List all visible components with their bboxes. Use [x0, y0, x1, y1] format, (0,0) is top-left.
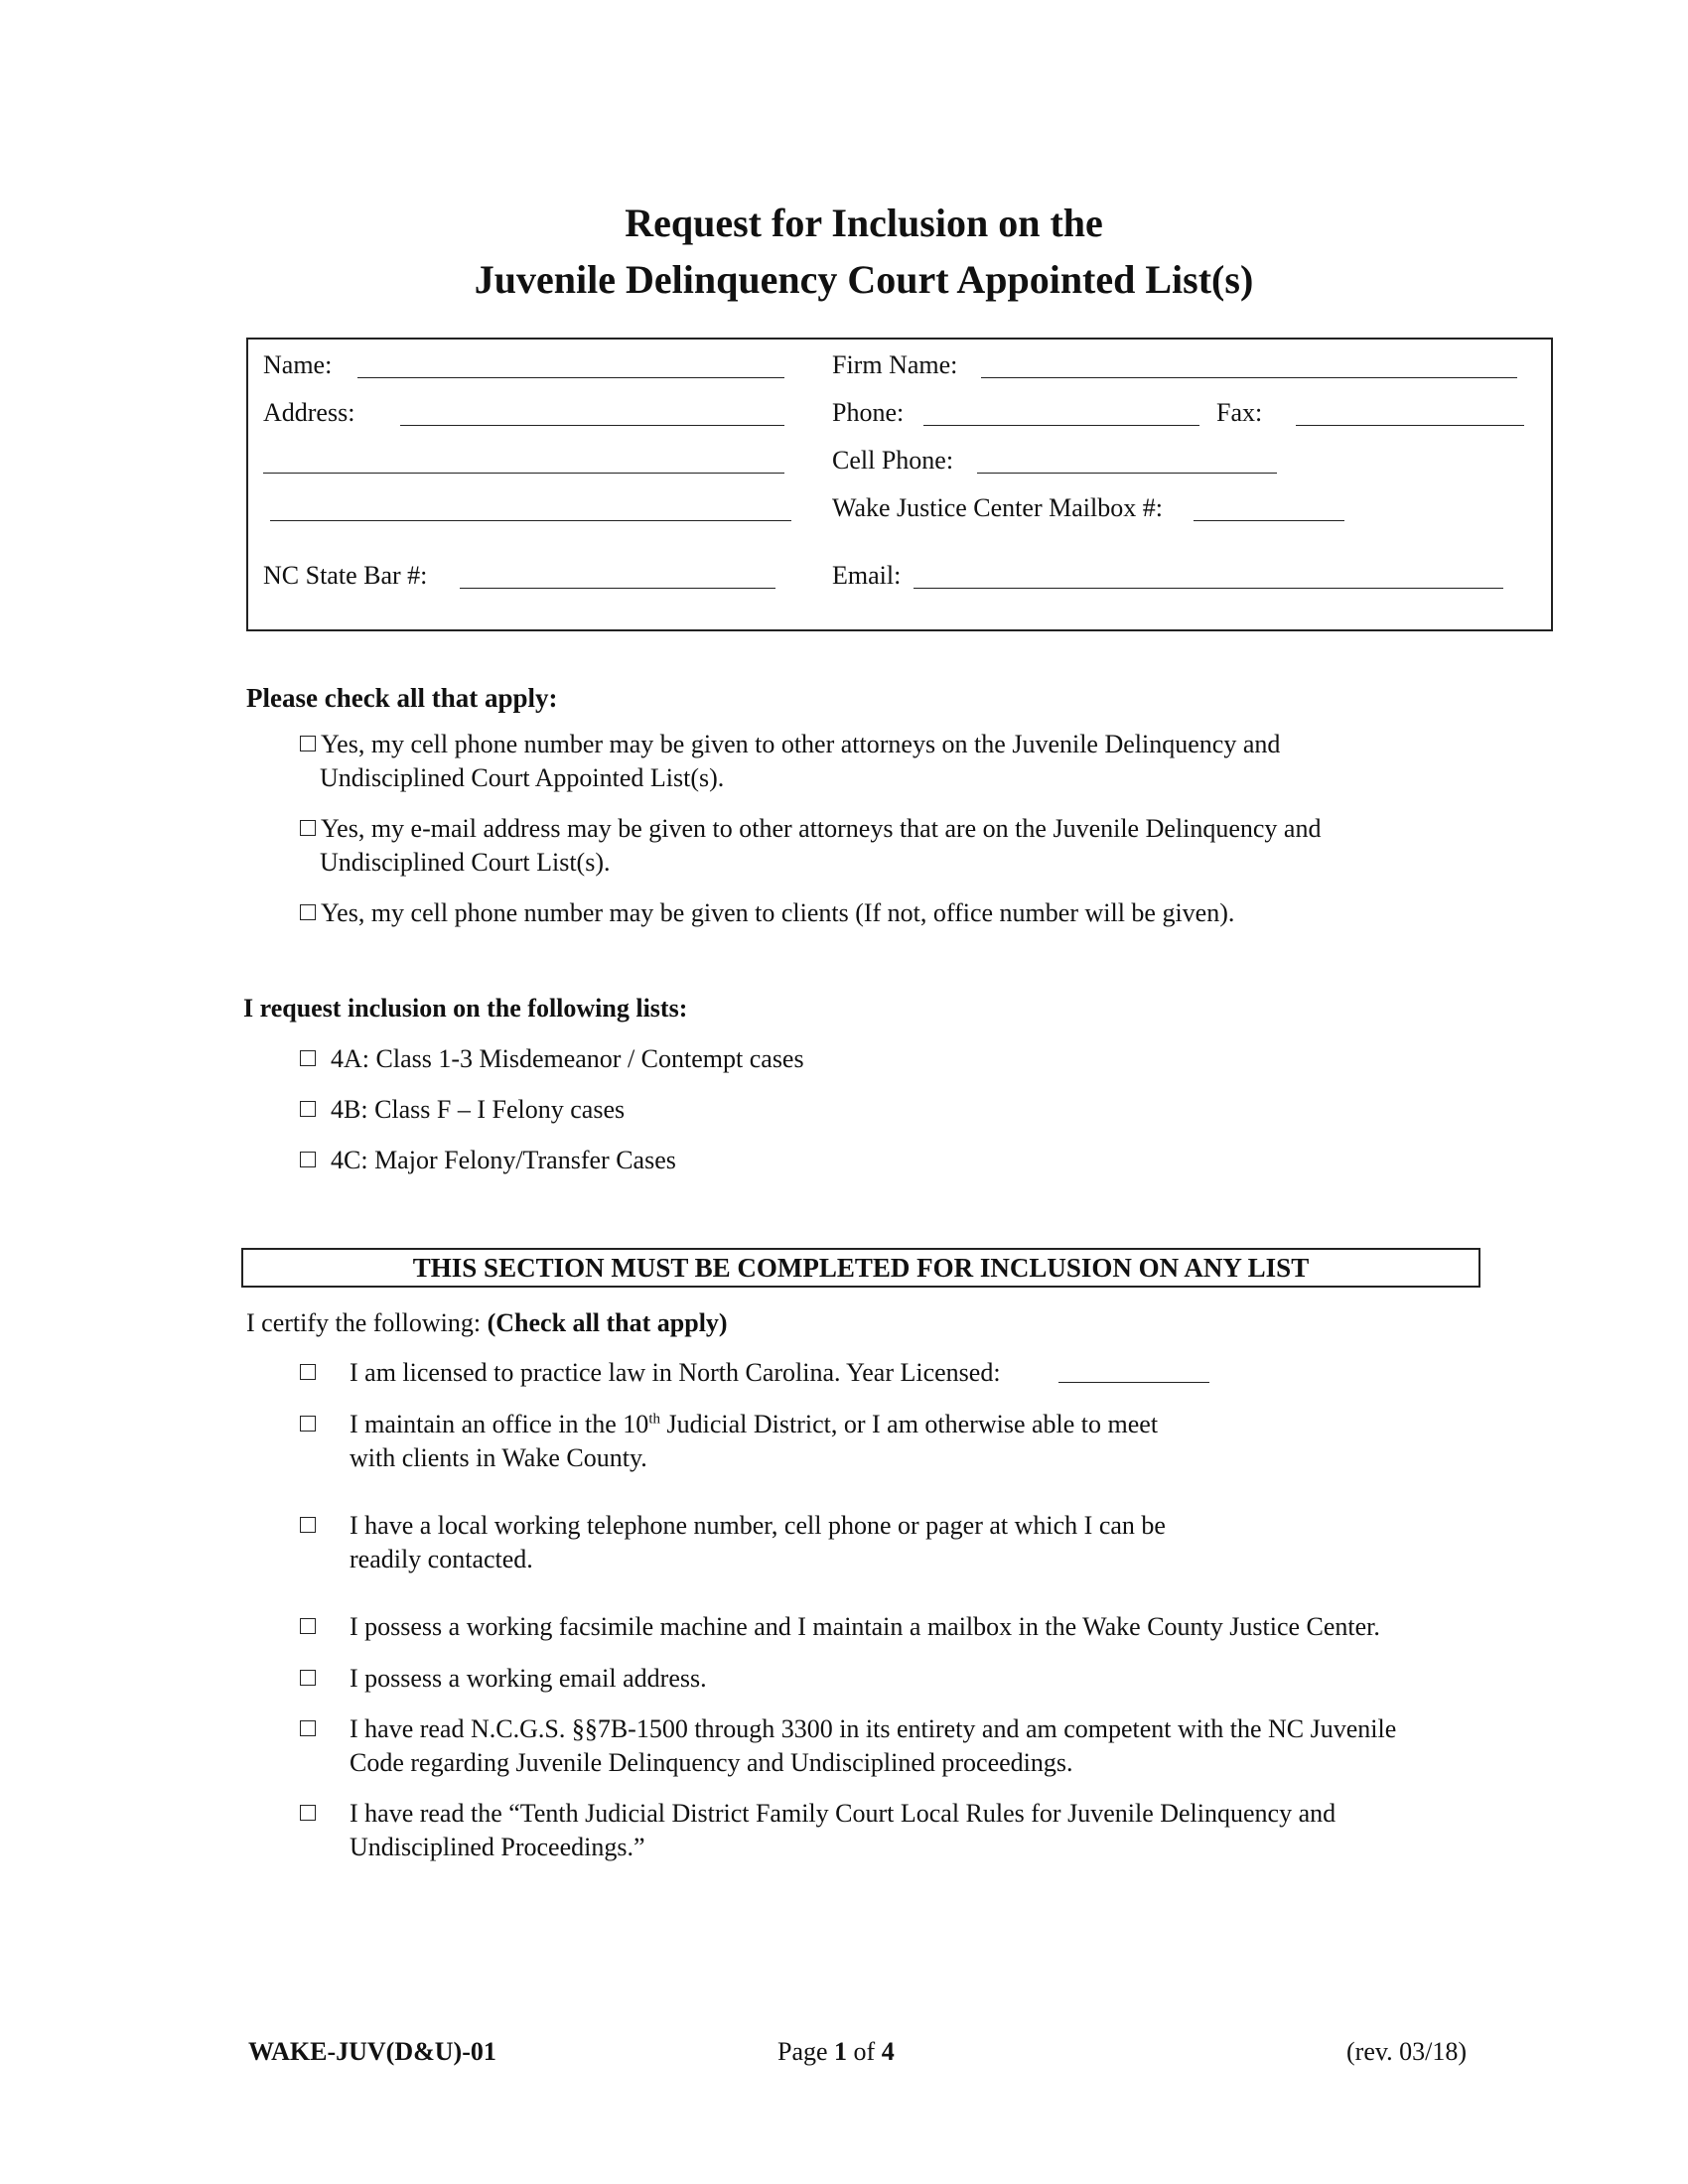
phone-field[interactable] — [923, 425, 1199, 426]
consent-checkbox-1[interactable] — [300, 736, 316, 751]
consent-item-2: Yes, my e-mail address may be given to other attorneys that are on the Juvenile Delinquency and — [321, 814, 1322, 843]
consent-item-1-cont: Undisciplined Court Appointed List(s). — [320, 763, 725, 792]
list-4b-checkbox[interactable] — [300, 1101, 316, 1117]
required-section-banner — [241, 1248, 1480, 1288]
certify-checkbox-6[interactable] — [300, 1720, 316, 1736]
list-4a-checkbox[interactable] — [300, 1050, 316, 1066]
consent-item-2-cont: Undisciplined Court List(s). — [320, 848, 611, 877]
certify-item-office-cont: with clients in Wake County. — [350, 1443, 647, 1472]
email-field[interactable] — [914, 588, 1503, 589]
lists-heading: I request inclusion on the following lists: — [243, 994, 688, 1023]
certify-checkbox-2[interactable] — [300, 1416, 316, 1432]
certify-item-local-rules-cont: Undisciplined Proceedings.” — [350, 1833, 645, 1861]
consent-checkbox-3[interactable] — [300, 904, 316, 920]
certify-checkbox-7[interactable] — [300, 1805, 316, 1821]
list-4c-label: 4C: Major Felony/Transfer Cases — [331, 1146, 676, 1174]
email-label: Email: — [832, 561, 902, 590]
state-bar-label: NC State Bar #: — [263, 561, 428, 590]
firm-name-label: Firm Name: — [832, 350, 958, 379]
form-id: WAKE-JUV(D&U)-01 — [248, 2037, 496, 2066]
certify-checkbox-5[interactable] — [300, 1670, 316, 1686]
certify-item-facsimile: I possess a working facsimile machine and I maintain a mailbox in the Wake County Justice Center. — [350, 1612, 1380, 1641]
certify-checkbox-4[interactable] — [300, 1618, 316, 1634]
page-title-line-2: Juvenile Delinquency Court Appointed List(s) — [474, 257, 1254, 302]
list-4a-label: 4A: Class 1-3 Misdemeanor / Contempt cases — [331, 1044, 804, 1073]
year-licensed-field[interactable] — [1058, 1382, 1209, 1383]
address-field-1[interactable] — [400, 425, 784, 426]
certify-intro: I certify the following: (Check all that apply) — [246, 1308, 728, 1337]
list-4b-label: 4B: Class F – I Felony cases — [331, 1095, 626, 1124]
consent-item-1: Yes, my cell phone number may be given to other attorneys on the Juvenile Delinquency and — [321, 730, 1281, 758]
required-section-banner-text: THIS SECTION MUST BE COMPLETED FOR INCLUSION ON ANY LIST — [412, 1253, 1310, 1283]
fax-field[interactable] — [1296, 425, 1524, 426]
phone-label: Phone: — [832, 398, 905, 427]
cell-phone-label: Cell Phone: — [832, 446, 954, 475]
consent-heading: Please check all that apply: — [246, 683, 558, 713]
consent-item-3: Yes, my cell phone number may be given to clients (If not, office number will be given). — [321, 898, 1235, 927]
certify-item-local-rules: I have read the “Tenth Judicial District Family Court Local Rules for Juvenile Delinquency and — [350, 1799, 1336, 1828]
address-field-3[interactable] — [270, 520, 791, 521]
certify-item-email: I possess a working email address. — [350, 1664, 707, 1693]
name-field[interactable] — [357, 377, 784, 378]
page-number: Page 1 of 4 — [777, 2037, 895, 2066]
consent-checkbox-2[interactable] — [300, 820, 316, 836]
mailbox-label: Wake Justice Center Mailbox #: — [832, 493, 1163, 522]
mailbox-field[interactable] — [1194, 520, 1344, 521]
certify-item-ncgs: I have read N.C.G.S. §§7B-1500 through 3300 in its entirety and am competent with the NC Juvenile — [350, 1714, 1397, 1743]
certify-item-ncgs-cont: Code regarding Juvenile Delinquency and Undisciplined proceedings. — [350, 1748, 1073, 1777]
certify-checkbox-1[interactable] — [300, 1364, 316, 1380]
name-label: Name: — [263, 350, 333, 379]
certify-item-telephone-cont: readily contacted. — [350, 1545, 533, 1573]
certify-item-telephone: I have a local working telephone number, cell phone or pager at which I can be — [350, 1511, 1166, 1540]
cell-phone-field[interactable] — [977, 473, 1277, 474]
state-bar-field[interactable] — [460, 588, 775, 589]
revision-date: (rev. 03/18) — [1346, 2037, 1468, 2066]
certify-item-office: I maintain an office in the 10th Judicial District, or I am otherwise able to meet — [350, 1410, 1159, 1438]
page-title-line-1: Request for Inclusion on the — [625, 201, 1103, 245]
certify-checkbox-3[interactable] — [300, 1517, 316, 1533]
fax-label: Fax: — [1216, 398, 1263, 427]
firm-name-field[interactable] — [981, 377, 1517, 378]
certify-item-licensed: I am licensed to practice law in North Carolina. Year Licensed: — [350, 1358, 1001, 1387]
address-field-2[interactable] — [263, 473, 784, 474]
address-label: Address: — [263, 398, 355, 427]
list-4c-checkbox[interactable] — [300, 1152, 316, 1167]
